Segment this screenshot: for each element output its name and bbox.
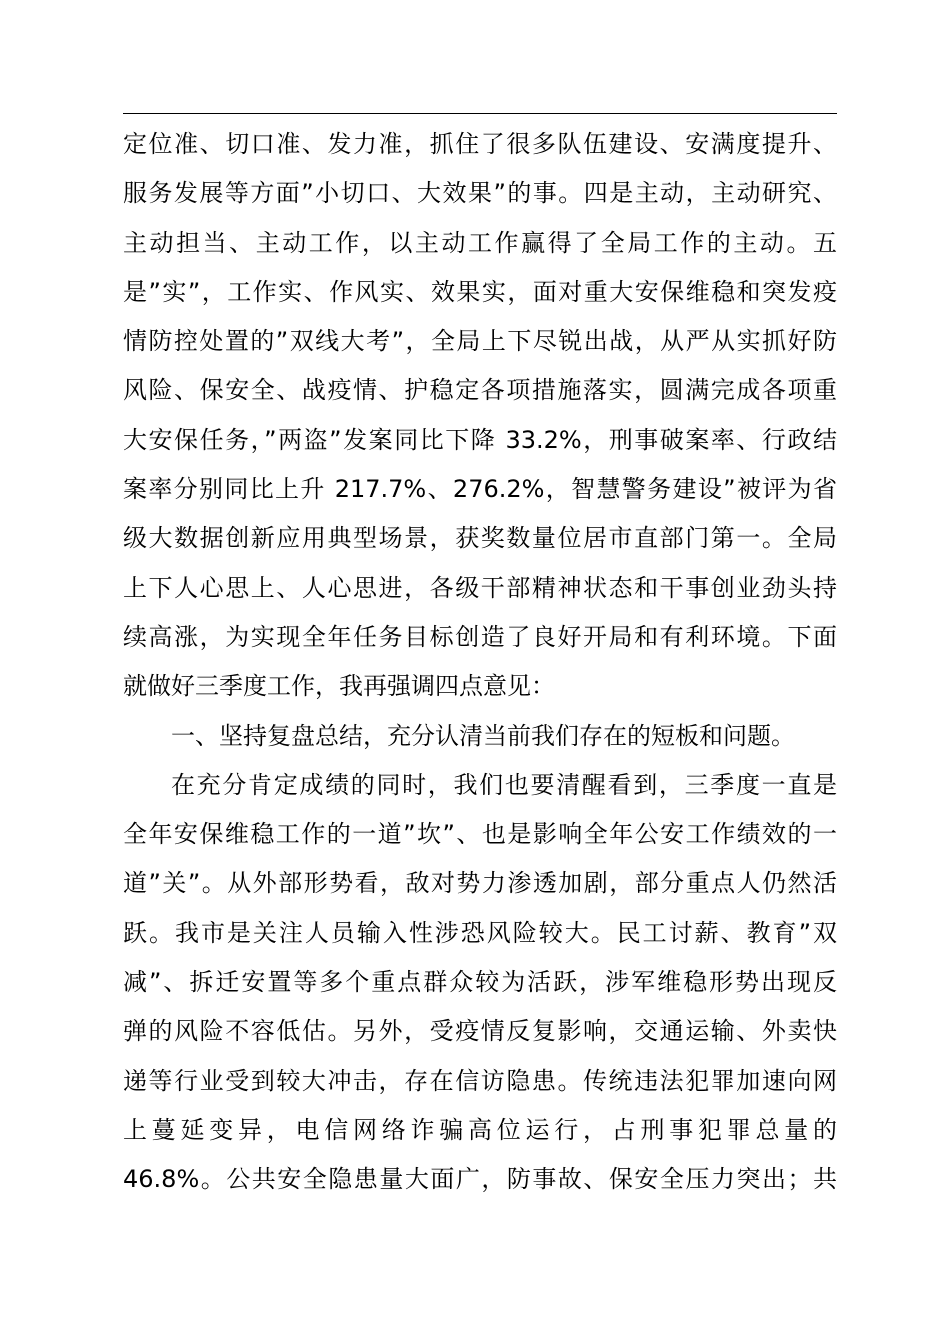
text-line: 服务发展等方面”小切口、大效果”的事。四是主动，主动研究、 (123, 179, 837, 208)
text-line: 46.8%。公共安全隐患量大面广，防事故、保安全压力突出；共 (123, 1165, 837, 1194)
text-line: 风险、保安全、战疫情、护稳定各项措施落实，圆满完成各项重 (123, 376, 837, 405)
text-line: 减”、拆迁安置等多个重点群众较为活跃，涉军维稳形势出现反 (123, 968, 837, 997)
text-line: 递等行业受到较大冲击，存在信访隐患。传统违法犯罪加速向网 (123, 1066, 837, 1095)
text-line: 情防控处置的”双线大考”，全局上下尽锐出战，从严从实抓好防 (123, 327, 837, 356)
text-line: 定位准、切口准、发力准，抓住了很多队伍建设、安满度提升、 (123, 130, 837, 158)
text-line: 全年安保维稳工作的一道”坎”、也是影响全年公安工作绩效的一 (123, 820, 837, 849)
text-line: 大安保任务，”两盗”发案同比下降 33.2%，刑事破案率、行政结 (123, 425, 837, 454)
body-text (123, 124, 843, 1209)
text-line: 主动担当、主动工作，以主动工作赢得了全局工作的主动。五 (123, 228, 837, 257)
text-line: 就做好三季度工作，我再强调四点意见： (123, 672, 555, 701)
text-line: 上蔓延变异，电信网络诈骗高位运行，占刑事犯罪总量的 (123, 1115, 837, 1144)
text-line: 案率分别同比上升 217.7%、276.2%，智慧警务建设”被评为省 (123, 475, 837, 504)
text-line: 道”关”。从外部形势看，敌对势力渗透加剧，部分重点人仍然活 (123, 869, 837, 898)
text-line: 弹的风险不容低估。另外，受疫情反复影响，交通运输、外卖快 (123, 1017, 837, 1046)
header-rule (123, 113, 837, 114)
text-line: 一、坚持复盘总结，充分认清当前我们存在的短板和问题。 (171, 721, 795, 750)
text-line: 跃。我市是关注人员输入性涉恐风险较大。民工讨薪、教育”双 (123, 918, 837, 947)
text-line: 在充分肯定成绩的同时，我们也要清醒看到，三季度一直是 (171, 770, 837, 799)
text-line: 上下人心思上、人心思进，各级干部精神状态和干事创业劲头持 (123, 573, 837, 602)
text-line: 级大数据创新应用典型场景，获奖数量位居市直部门第一。全局 (123, 524, 837, 553)
text-line: 是”实”，工作实、作风实、效果实，面对重大安保维稳和突发疫 (123, 277, 837, 306)
text-line: 续高涨，为实现全年任务目标创造了良好开局和有利环境。下面 (123, 622, 837, 651)
